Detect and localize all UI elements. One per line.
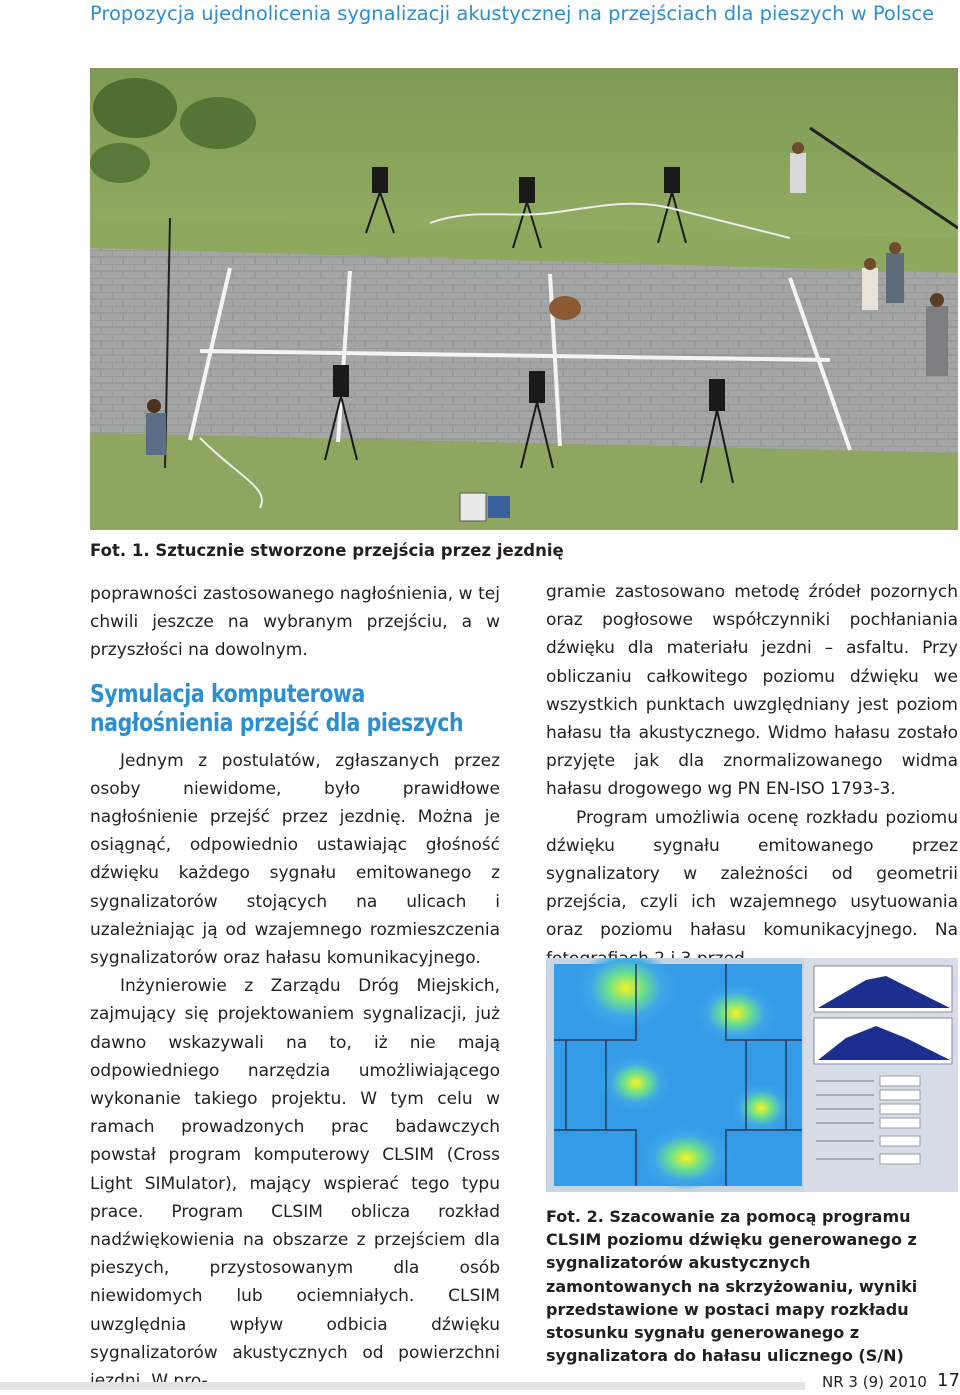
footer-bar [0,1382,805,1390]
figure-1-caption: Fot. 1. Sztucznie stworzone przejścia przez jezdnię [90,541,564,560]
clsim-map-image [546,958,958,1192]
paragraph-1: Jednym z postulatów, zgłaszanych przez osoby niewidome, było prawidłowe nagłośnienie przejść przez jezdnię. Można je osiągnąć, odpowiednio ustawiając głośność dźwięku każdego sygnału emitowanego z sygnalizatorów stojących na ulicach i uzależniając ją od wzajemnego rozmieszczenia sygnalizatorów oraz hałasu komunikacyjnego. [90,750,500,969]
figure-2-clsim-screenshot [546,958,958,1192]
intro-paragraph: poprawności zastosowanego nagłośnienia, w tej chwili jeszcze na wybranym przejściu, a w przyszłości na dowolnym. [90,584,500,661]
paragraph-4: Program umożliwia ocenę rozkładu poziomu dźwięku sygnału emitowanego przez sygnalizatory w zależności od geometrii przejścia, czyli ich wzajemnego usytuowania oraz poziomu hałasu komunikacyjnego. Na [546,807,958,941]
right-column [546,578,958,973]
issue-number: NR 3 (9) 2010 [822,1373,927,1391]
paragraph-2: Inżynierowie z Zarządu Dróg Miejskich, zajmujący się projektowaniem sygnalizacji, już dawno wskazywali na to, iż nie mają odpowiedniego narzędzia umożliwiającego wykonanie takiego projektu. W tym celu w ramach prowadzonych prac badawczych powstał program komputerowy CLSIM (Cross Light SIMulator), mający wspierać tego typu prace. Program CLSIM oblicza rozkład nadźwiękowienia na obszarze z przejściem dla pieszych, przystosowanym dla osób niewidomych lub ociemniałych. CLSIM uwzględnia wpływ odbicia dźwięku sygnalizatorów akustycznych od powierzchni [90,976,500,1363]
page-number: 17 [937,1370,960,1391]
photo-artificial-crossings [90,68,958,530]
photo-artificial-crossings-image [90,68,958,530]
paragraph-3: gramie zastosowano metodę źródeł pozornych oraz pogłosowe współczynniki pochłaniania dźwięku dla materiału jezdni – asfaltu. Przy obliczaniu całkowitego poziomu dźwięku we wszystkich punktach uwzględniany jest poziom hałasu tła akustycznego. Widmo hałasu zostało przyjęte jak dla znormalizowanego widma hałasu drogowego wg PN EN-ISO 1793-3. [546,582,958,800]
running-header: Propozycja ujednolicenia sygnalizacji akustycznej na przejściach dla pieszych w Polsce [90,2,935,25]
section-heading: Symulacja komputerowa nagłośnienia przejść dla pieszych [90,678,464,737]
figure-2-caption: Fot. 2. Szacowanie za pomocą programu CLSIM poziomu dźwięku generowanego z sygnalizatorów akustycznych zamontowanych na skrzyżowaniu, wyniki przedstawione w postaci mapy rozkładu stosunku sygnału generowanego z sygnalizatora do hałasu ulicznego (S/N) [546,1207,918,1366]
left-column [90,580,500,1395]
